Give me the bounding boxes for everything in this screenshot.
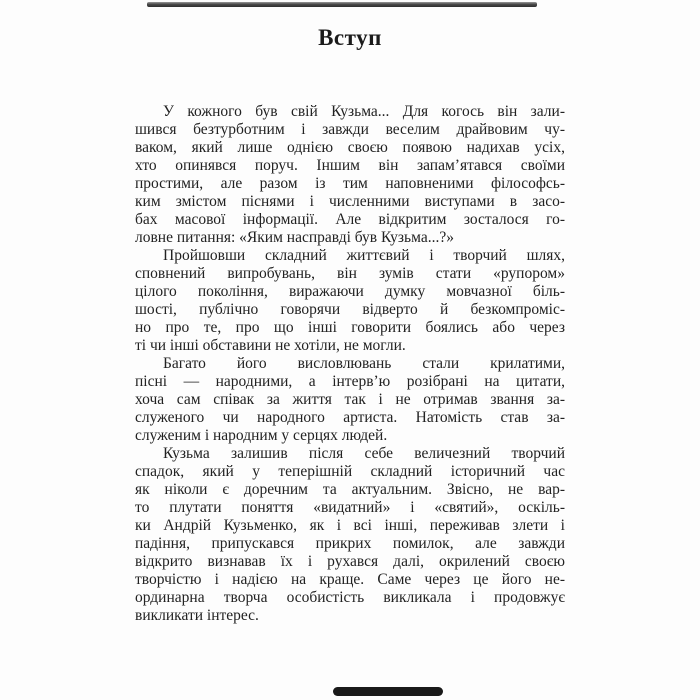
text-line: викликати інтерес. xyxy=(135,607,259,624)
text-line: шості, публічно говорячи відверто й безкомпроміс- xyxy=(135,301,565,318)
text-line: як ніколи є доречним та актуальним. Звісно, не вар- xyxy=(135,481,565,498)
text-line: У кожного був свій Кузьма... Для когось він зали- xyxy=(163,103,565,120)
text-line: спадок, який у теперішній складний історичний час xyxy=(135,463,565,480)
text-line: цілого покоління, виражаючи думку мовчазної біль- xyxy=(135,283,565,300)
paragraph xyxy=(135,103,565,247)
text-line: служеного чи народного артиста. Натомість став за- xyxy=(135,409,565,426)
text-line: Кузьма залишив після себе величезний творчий xyxy=(163,445,565,462)
text-line: ваком, який лише однією своєю появою надихав усіх, xyxy=(135,139,565,156)
text-line: сповнений випробувань, він зумів стати «рупором» xyxy=(135,265,565,282)
book-page xyxy=(135,0,565,625)
text-line: но про те, про що інші говорити боялись або через xyxy=(135,319,565,336)
text-line: ким змістом піснями і численними виступами в засо- xyxy=(135,193,565,210)
text-line: ординарна творча особистість викликала і продовжує xyxy=(135,589,565,606)
text-line: хто опинявся поруч. Іншим він запам’ятався своїми xyxy=(135,157,565,174)
text-line: творчістю і надією на краще. Саме через це його не- xyxy=(135,571,565,588)
paragraph xyxy=(135,355,565,445)
text-line: ки Андрій Кузьменко, як і всі інші, переживав злети і xyxy=(135,517,565,534)
chapter-title: Вступ xyxy=(318,25,382,50)
text-line: простими, але разом із тим наповненими філософсь- xyxy=(135,175,565,192)
text-line: ловне питання: «Яким насправді був Кузьма...?» xyxy=(135,229,454,246)
text-line: хоча сам співак за життя так і не отримав звання за- xyxy=(135,391,565,408)
text-line: Пройшовши складний життєвий і творчий шлях, xyxy=(163,247,565,264)
text-line: служеним і народним у серцях людей. xyxy=(135,427,388,444)
text-line: бах масової інформації. Але відкритим зосталося го- xyxy=(135,211,565,228)
body-text xyxy=(135,103,565,625)
home-indicator-bar[interactable] xyxy=(333,687,443,696)
text-line: шився безтурботним і завжди веселим драйвовим чу- xyxy=(135,121,565,138)
text-line: падіння, припускався прикрих помилок, але завжди xyxy=(135,535,565,552)
text-line: відкрито визнавав їх і рухався далі, окрилений своєю xyxy=(135,553,565,570)
paragraph xyxy=(135,247,565,355)
text-line: Багато його висловлювань стали крилатими, xyxy=(163,355,565,372)
text-line: пісні — народними, а інтерв’ю розібрані на цитати, xyxy=(135,373,565,390)
text-line: то плутати поняття «видатний» і «святий», оскіль- xyxy=(135,499,565,516)
paragraph xyxy=(135,445,565,625)
text-line: ті чи інші обставини не хотіли, не могли. xyxy=(135,337,406,354)
